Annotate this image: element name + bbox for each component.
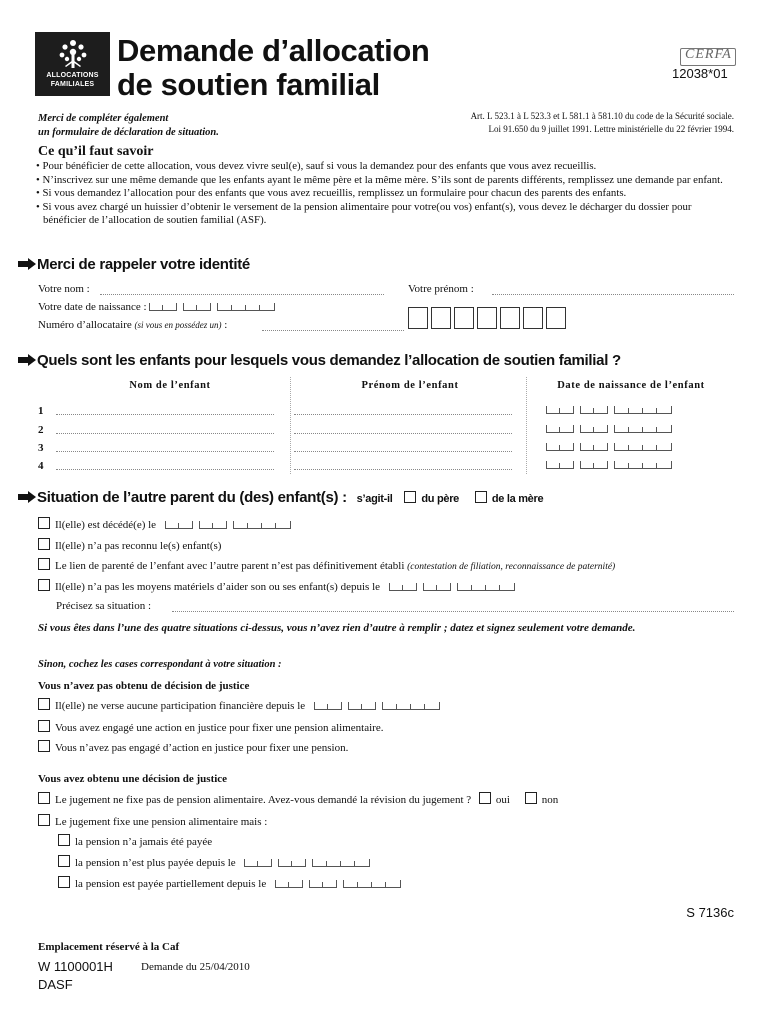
- other-parent-heading: [18, 489, 543, 506]
- never-paid-checkbox[interactable]: [58, 834, 70, 846]
- child-prenom-field[interactable]: [294, 469, 512, 470]
- year-boxes[interactable]: [614, 406, 672, 414]
- page-title: [117, 34, 429, 102]
- caf-logo: [35, 32, 110, 96]
- allocataire-row: [38, 319, 227, 331]
- child-nom-field[interactable]: [56, 414, 274, 415]
- child-row-num: 2: [38, 424, 44, 436]
- naissance-row: [38, 301, 275, 313]
- child-prenom-field[interactable]: [294, 451, 512, 452]
- decision-heading: Vous avez obtenu une décision de justice: [38, 773, 228, 785]
- month-boxes[interactable]: [580, 443, 608, 451]
- allocataire-number-field[interactable]: [408, 307, 569, 334]
- legal-line-2: Loi 91.650 du 9 juillet 1991. Lettre ministérielle du 22 février 1994.: [488, 124, 734, 134]
- no-longer-paid-checkbox[interactable]: [58, 855, 70, 867]
- nd1-label: Il(elle) ne verse aucune participation financière depuis le: [55, 700, 306, 712]
- year-boxes[interactable]: [312, 859, 370, 867]
- child-date-field[interactable]: [546, 461, 672, 469]
- bullet-1: • Pour bénéficier de cette allocation, vous devez vivre seul(e), sauf si vous la demandez pour des enfants que vous avez recueillis.: [36, 160, 597, 172]
- child-nom-field[interactable]: [56, 469, 274, 470]
- dasf-label: DASF: [38, 977, 73, 992]
- sinon-heading: Sinon, cochez les cases correspondant à votre situation :: [38, 659, 282, 670]
- nd3-label: Vous n’avez pas engagé d’action en justice pour fixer une pension.: [55, 742, 349, 754]
- year-boxes[interactable]: [343, 880, 401, 888]
- oui-label: oui: [495, 794, 510, 806]
- opt1-label: Il(elle) est décédé(e) le: [55, 519, 157, 531]
- reserved-label: Emplacement réservé à la Caf: [38, 941, 180, 953]
- oui-checkbox[interactable]: [479, 792, 491, 804]
- digit-box[interactable]: [546, 307, 566, 329]
- month-boxes[interactable]: [423, 583, 451, 591]
- d2a-label: la pension n’a jamais été payée: [75, 836, 213, 848]
- identity-heading: [18, 256, 250, 273]
- deceased-checkbox[interactable]: [38, 517, 50, 529]
- no-means-checkbox[interactable]: [38, 579, 50, 591]
- column-divider: [526, 377, 527, 474]
- demande-date: Demande du 25/04/2010: [141, 961, 250, 973]
- month-boxes[interactable]: [348, 702, 376, 710]
- nom-label: Votre nom :: [38, 283, 90, 295]
- reference-code: W 1100001H: [38, 959, 113, 974]
- column-divider: [290, 377, 291, 474]
- digit-box[interactable]: [500, 307, 520, 329]
- d2a-row: [58, 834, 212, 848]
- col-date: Date de naissance de l’enfant: [557, 380, 705, 391]
- d1-row: [38, 792, 558, 806]
- d2c-label: la pension est payée partiellement depuis le: [75, 878, 267, 890]
- partially-paid-date-field[interactable]: [275, 880, 401, 888]
- nd1-row: [38, 698, 440, 712]
- know-heading: Ce qu’il faut savoir: [38, 144, 154, 159]
- day-boxes[interactable]: [389, 583, 417, 591]
- day-boxes[interactable]: [546, 443, 574, 451]
- legal-references: [471, 110, 734, 136]
- day-boxes[interactable]: [149, 303, 177, 311]
- d2b-row: [58, 855, 370, 869]
- year-boxes[interactable]: [614, 461, 672, 469]
- child-row-num: 1: [38, 405, 44, 417]
- digit-box[interactable]: [523, 307, 543, 329]
- children-heading: [18, 352, 621, 369]
- logo-text-2: FAMILIALES: [50, 81, 95, 88]
- child-date-field[interactable]: [546, 425, 672, 433]
- mere-label: de la mère: [491, 493, 544, 505]
- nd2-label: Vous avez engagé une action en justice pour fixer une pension alimentaire.: [55, 722, 384, 734]
- month-boxes[interactable]: [580, 461, 608, 469]
- child-prenom-field[interactable]: [294, 414, 512, 415]
- day-boxes[interactable]: [244, 859, 272, 867]
- arrow-right-icon: [18, 491, 36, 503]
- digit-box[interactable]: [431, 307, 451, 329]
- day-boxes[interactable]: [546, 425, 574, 433]
- d2-label: Le jugement fixe une pension alimentaire mais :: [55, 816, 268, 828]
- month-boxes[interactable]: [183, 303, 211, 311]
- naissance-date-field[interactable]: [149, 303, 275, 311]
- bullet-3: • Si vous demandez l’allocation pour des enfants que vous avez recueillis, remplissez un formulaire pour chacun des parents des enfants.: [36, 187, 627, 199]
- digit-box[interactable]: [477, 307, 497, 329]
- children-heading-text: Quels sont les enfants pour lesquels vous demandez l’allocation de soutien familial ?: [37, 352, 621, 369]
- notice-text: Si vous êtes dans l’une des quatre situations ci-dessus, vous n’avez rien d’autre à remplir ; datez et signez seulement votre demande.: [38, 622, 636, 634]
- action-engaged-checkbox[interactable]: [38, 720, 50, 732]
- month-boxes[interactable]: [199, 521, 227, 529]
- naissance-label: Votre date de naissance :: [38, 301, 147, 313]
- prenom-label: Votre prénom :: [408, 283, 474, 295]
- agit-label: s’agit-il: [356, 493, 393, 505]
- year-boxes[interactable]: [217, 303, 275, 311]
- child-row-num: 3: [38, 442, 44, 454]
- filiation-checkbox[interactable]: [38, 558, 50, 570]
- digit-box[interactable]: [408, 307, 428, 329]
- cerfa-stamp: [680, 48, 736, 66]
- opt1-row: [38, 517, 291, 531]
- opt3-note: (contestation de filiation, reconnaissance de paternité): [407, 562, 616, 572]
- no-means-date-field[interactable]: [389, 583, 515, 591]
- no-action-checkbox[interactable]: [38, 740, 50, 752]
- child-row-num: 4: [38, 460, 44, 472]
- bullet-2: • N’inscrivez sur une même demande que les enfants ayant le même père et la même mère. S’ils sont de parents différents, remplissez une demande par enfant.: [36, 173, 723, 186]
- intro-line-2: un formulaire de déclaration de situation.: [38, 127, 219, 138]
- non-checkbox[interactable]: [525, 792, 537, 804]
- child-nom-field[interactable]: [56, 451, 274, 452]
- year-boxes[interactable]: [614, 425, 672, 433]
- digit-box[interactable]: [454, 307, 474, 329]
- no-participation-checkbox[interactable]: [38, 698, 50, 710]
- opt3-row: [38, 558, 615, 572]
- d2c-row: [58, 876, 401, 890]
- no-pension-checkbox[interactable]: [38, 792, 50, 804]
- opt2-label: Il(elle) n’a pas reconnu le(s) enfant(s): [55, 540, 222, 552]
- allocataire-colon: :: [224, 319, 228, 331]
- title-line-1: Demande d’allocation: [117, 33, 430, 68]
- precisez-label: Précisez sa situation :: [56, 600, 152, 612]
- allocataire-dots: [262, 330, 404, 331]
- bullet-4: • Si vous avez chargé un huissier d’obtenir le versement de la pension alimentaire pour votre(ou vos) enfant(s), vous devez le décharger du dossier pour bénéficier de l’allocation de soutien familial (ASF).: [36, 200, 692, 226]
- child-prenom-field[interactable]: [294, 433, 512, 434]
- pere-checkbox[interactable]: [404, 491, 416, 503]
- d1-label: Le jugement ne fixe pas de pension alimentaire. Avez-vous demandé la révision du jugement ?: [55, 794, 472, 806]
- intro-line-1: Merci de compléter également: [38, 113, 169, 124]
- prenom-field[interactable]: [492, 294, 734, 295]
- year-boxes[interactable]: [233, 521, 291, 529]
- opt4-label: Il(elle) n’a pas les moyens matériels d’aider son ou ses enfant(s) depuis le: [55, 581, 381, 593]
- day-boxes[interactable]: [314, 702, 342, 710]
- pension-fixed-checkbox[interactable]: [38, 814, 50, 826]
- not-recognized-checkbox[interactable]: [38, 538, 50, 550]
- title-line-2: de soutien familial: [117, 67, 380, 102]
- day-boxes[interactable]: [546, 406, 574, 414]
- year-boxes[interactable]: [382, 702, 440, 710]
- child-date-field[interactable]: [546, 443, 672, 451]
- opt2-row: [38, 538, 221, 552]
- month-boxes[interactable]: [580, 425, 608, 433]
- col-prenom: Prénom de l’enfant: [361, 380, 459, 391]
- d2b-label: la pension n’est plus payée depuis le: [75, 857, 236, 869]
- form-code: S 7136c: [686, 905, 734, 920]
- no-participation-date-field[interactable]: [314, 702, 440, 710]
- month-boxes[interactable]: [278, 859, 306, 867]
- deceased-date-field[interactable]: [165, 521, 291, 529]
- arrow-right-icon: [18, 258, 36, 270]
- day-boxes[interactable]: [546, 461, 574, 469]
- nd3-row: [38, 740, 348, 754]
- pere-label: du père: [421, 493, 459, 505]
- nd2-row: [38, 720, 383, 734]
- col-nom: Nom de l’enfant: [129, 380, 211, 391]
- allocataire-label: Numéro d’allocataire: [38, 319, 132, 331]
- arrow-right-icon: [18, 354, 36, 366]
- opt3-label: Le lien de parenté de l’enfant avec l’autre parent n’est pas définitivement établi: [55, 560, 405, 572]
- month-boxes[interactable]: [580, 406, 608, 414]
- allocataire-note: (si vous en possédez un): [134, 320, 222, 330]
- other-parent-heading-text: Situation de l’autre parent du (des) enfant(s) :: [37, 489, 347, 506]
- non-label: non: [541, 794, 559, 806]
- legal-line-1: Art. L 523.1 à L 523.3 et L 581.1 à 581.10 du code de la Sécurité sociale.: [470, 111, 734, 121]
- nom-field[interactable]: [100, 294, 384, 295]
- child-nom-field[interactable]: [56, 433, 274, 434]
- no-longer-paid-date-field[interactable]: [244, 859, 370, 867]
- day-boxes[interactable]: [165, 521, 193, 529]
- precisez-field[interactable]: [172, 611, 734, 612]
- family-tree-icon: [57, 38, 89, 70]
- intro-note: [38, 112, 219, 140]
- d2-row: [38, 814, 267, 828]
- no-decision-heading: Vous n’avez pas obtenu de décision de justice: [38, 680, 250, 692]
- logo-text-1: ALLOCATIONS: [46, 72, 99, 79]
- year-boxes[interactable]: [614, 443, 672, 451]
- child-date-field[interactable]: [546, 406, 672, 414]
- partially-paid-checkbox[interactable]: [58, 876, 70, 888]
- cerfa-label: CERFA: [685, 47, 732, 62]
- opt4-row: [38, 579, 515, 593]
- year-boxes[interactable]: [457, 583, 515, 591]
- form-number: 12038*01: [672, 66, 728, 81]
- month-boxes[interactable]: [309, 880, 337, 888]
- day-boxes[interactable]: [275, 880, 303, 888]
- identity-heading-text: Merci de rappeler votre identité: [37, 256, 250, 273]
- know-bullets: [36, 160, 736, 228]
- mere-checkbox[interactable]: [475, 491, 487, 503]
